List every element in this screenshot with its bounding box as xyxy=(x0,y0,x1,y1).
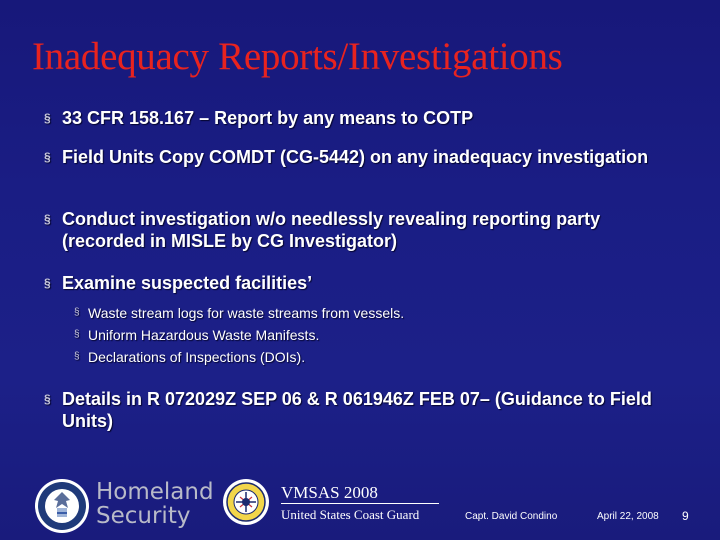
sub-bullet-item xyxy=(74,348,305,366)
bullet-item xyxy=(44,107,684,129)
organization-name: United States Coast Guard xyxy=(281,507,420,522)
sub-bullet-item xyxy=(74,304,404,322)
bullet-marker-icon: § xyxy=(44,212,51,226)
coast-guard-seal-icon xyxy=(222,475,270,529)
dhs-wordmark-line: Security xyxy=(96,503,191,529)
event-name: VMSAS 2008 xyxy=(281,483,378,502)
sub-bullet-marker-icon: § xyxy=(74,351,80,362)
bullet-text: Conduct investigation w/o needlessly revealing reporting party (recorded in MISLE by CG Investigator) xyxy=(62,209,601,251)
bullet-marker-icon: § xyxy=(44,150,51,164)
sub-bullet-item xyxy=(74,326,319,344)
footer-divider xyxy=(281,503,439,504)
bullet-marker-icon: § xyxy=(44,276,51,290)
sub-bullet-text: Waste stream logs for waste streams from vessels. xyxy=(88,305,405,321)
slide-number: 9 xyxy=(682,509,689,523)
sub-bullet-marker-icon: § xyxy=(74,329,80,340)
presentation-date: April 22, 2008 xyxy=(597,511,659,522)
bullet-marker-icon: § xyxy=(44,111,51,125)
bullet-text: 33 CFR 158.167 – Report by any means to COTP xyxy=(62,108,474,128)
slide-footer xyxy=(0,470,720,540)
author-name: Capt. David Condino xyxy=(465,511,558,522)
bullet-marker-icon: § xyxy=(44,392,51,406)
dhs-wordmark xyxy=(96,480,214,528)
bullet-item xyxy=(44,272,684,294)
bullet-text: Examine suspected facilities’ xyxy=(62,273,313,293)
bullet-item xyxy=(44,388,684,432)
slide-title: Inadequacy Reports/Investigations xyxy=(32,35,563,78)
bullet-item xyxy=(44,146,684,168)
sub-bullet-text: Uniform Hazardous Waste Manifests. xyxy=(88,327,320,343)
bullet-item xyxy=(44,208,684,252)
sub-bullet-marker-icon: § xyxy=(74,307,80,318)
sub-bullet-text: Declarations of Inspections (DOIs). xyxy=(88,349,306,365)
bullet-text: Details in R 072029Z SEP 06 & R 061946Z FEB 07– (Guidance to Field Units) xyxy=(62,389,652,431)
bullet-text: Field Units Copy COMDT (CG-5442) on any inadequacy investigation xyxy=(62,147,649,167)
dhs-seal-icon xyxy=(34,478,90,534)
dhs-wordmark-line: Homeland xyxy=(96,479,214,505)
